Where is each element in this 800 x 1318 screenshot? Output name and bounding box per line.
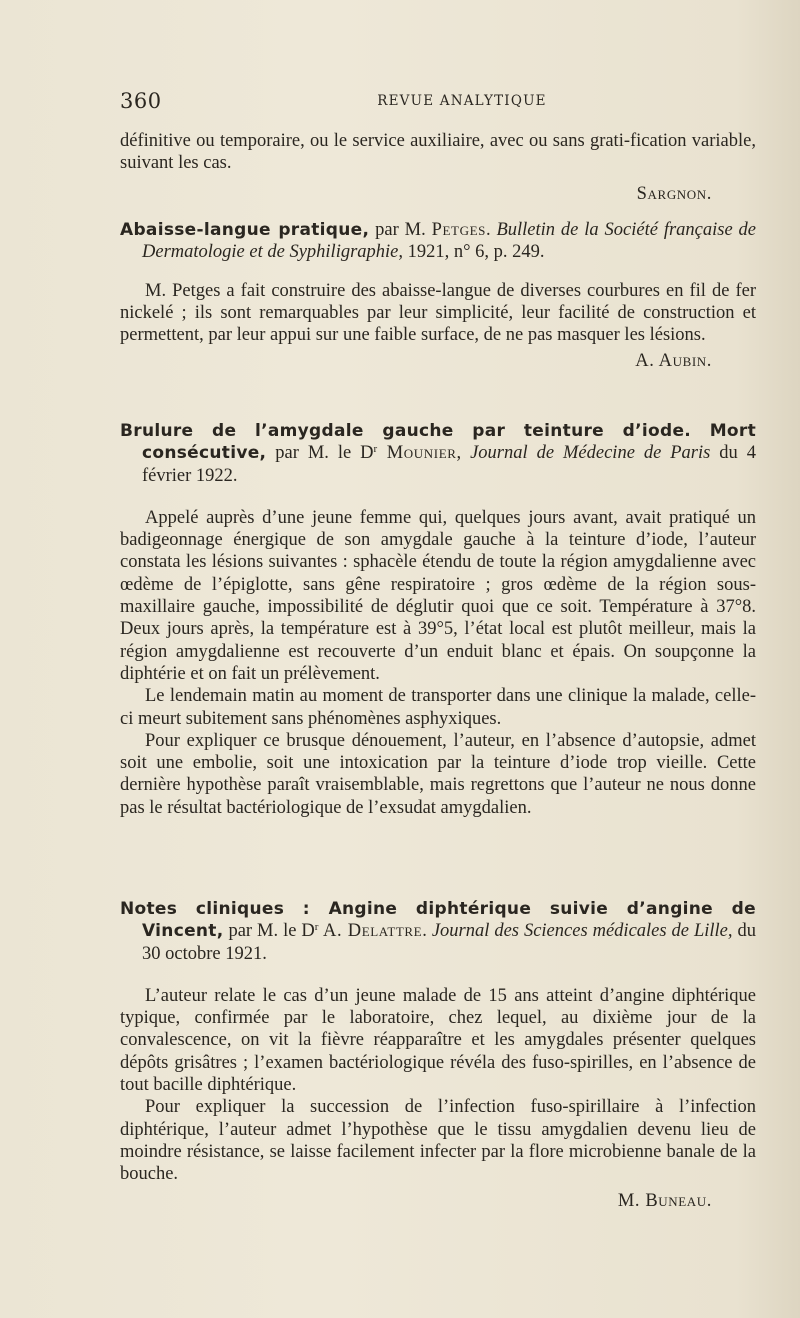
signature-text: A. Aubin.	[635, 351, 712, 372]
entry-source: Bulletin de la Société française de Dermatologie et de Syphiligraphie,	[142, 220, 757, 263]
entry-separator: ,	[456, 443, 471, 464]
entry-paragraph: L’auteur relate le cas d’un jeune malade de 15 ans atteint d’angine diphtérique typique, confirmée par le laboratoire, chez lequel, au dixième jour de la convalescence, on vit la fièvre réapparaître et les amygdales présenter quelques dépôts grisâtres ; l’examen bactériologique révéla des fuso-spirilles, en l’absence de tout bacille diphtérique.	[120, 985, 756, 1096]
entry-brulure-amygdale	[120, 420, 756, 819]
entry-paragraph: Pour expliquer la succession de l’infection fuso-spirillaire à l’infection diphtérique, l’auteur admet l’hypothèse que le tissu amygdalien devenu lieu de moindre résistance, se laisse facilement infecter par la flore microbienne banale de la bouche.	[120, 1097, 756, 1185]
intro-paragraph: définitive ou temporaire, ou le service auxiliaire, avec ou sans grati-fication variable, suivant les cas.	[120, 131, 756, 174]
intro-signature: Sargnon.	[636, 183, 712, 204]
entry-dr-superscript: r	[314, 921, 319, 934]
entry-source: Journal de Médecine de Paris	[470, 443, 711, 464]
entry-citation: 1921, n° 6, p. 249.	[403, 242, 545, 263]
entry-heading	[120, 219, 756, 264]
running-title: REVUE ANALYTIQUE	[377, 93, 547, 109]
entry-author: Mounier	[377, 443, 457, 464]
page-header	[120, 89, 756, 115]
entry-source: Journal des Sciences médicales de Lille,	[431, 921, 733, 942]
entry-by: par M. le D	[266, 443, 374, 464]
entry-by: par M. le D	[223, 921, 315, 942]
entry-author: Petges	[431, 220, 486, 240]
page-number: 360	[120, 89, 162, 113]
entry-title: Abaisse-langue pratique,	[120, 220, 370, 240]
entry-signature	[120, 1190, 756, 1212]
entry-paragraph: Pour expliquer ce brusque dénouement, l’auteur, en l’absence d’autopsie, admet soit une embolie, soit une intoxication par la teinture d’iode trop vieille. Cette dernière hypothèse paraît vraisemblable, mais regrettons que l’auteur ne nous donne pas le résultat bactériologique de l’exsudat amygdalien.	[120, 730, 756, 818]
entry-heading	[120, 898, 756, 965]
entry-abaisse-langue	[120, 219, 756, 373]
entry-signature	[120, 350, 756, 372]
entry-paragraph: M. Petges a fait construire des abaisse-langue de diverses courbures en fil de fer nickelé ; ils sont remarquables par leur simplicité, leur facilité de construction et permettent, par leur appui sur une faible surface, de ne pas masquer les lésions.	[120, 280, 756, 346]
entry-author: A. Delattre	[318, 921, 423, 942]
entry-title: Notes cliniques : Angine diphtérique suivie d’angine de Vincent,	[120, 899, 756, 942]
entry-by: par M.	[369, 220, 432, 240]
entry-separator: .	[485, 220, 497, 240]
entry-citation: du 30 octobre 1921.	[142, 921, 756, 964]
entry-angine-diphterique	[120, 898, 756, 1212]
intro-section	[120, 130, 756, 205]
entry-paragraph: Le lendemain matin au moment de transporter dans une clinique la malade, celle-ci meurt subitement sans phénomènes asphyxiques.	[120, 686, 756, 729]
entry-dr-superscript: r	[373, 443, 378, 456]
entry-citation: du 4 février 1922.	[142, 443, 757, 486]
entry-title: Brulure de l’amygdale gauche par teinture d’iode. Mort consécutive,	[120, 421, 756, 464]
entry-separator: .	[422, 921, 432, 942]
entry-heading	[120, 420, 756, 487]
signature-text: M. Buneau.	[617, 1190, 712, 1211]
entry-paragraph: Appelé auprès d’une jeune femme qui, quelques jours avant, avait pratiqué un badigeonnage énergique de son amygdale gauche à la teinture d’iode, l’auteur constata les lésions suivantes : sphacèle étendu de toute la région amygdalienne avec œdème de l’épiglotte, sans gêne respiratoire ; gros œdème de la région sous-maxillaire gauche, impossibilité de déglutir quoi que ce soit. Température à 37°8. Deux jours après, la température est à 39°5, l’état local est plutôt meilleur, mais la région amygdalienne est recouverte d’un enduit blanc et épais. On soupçonne la diphtérie et on fait un prélèvement.	[120, 507, 756, 684]
